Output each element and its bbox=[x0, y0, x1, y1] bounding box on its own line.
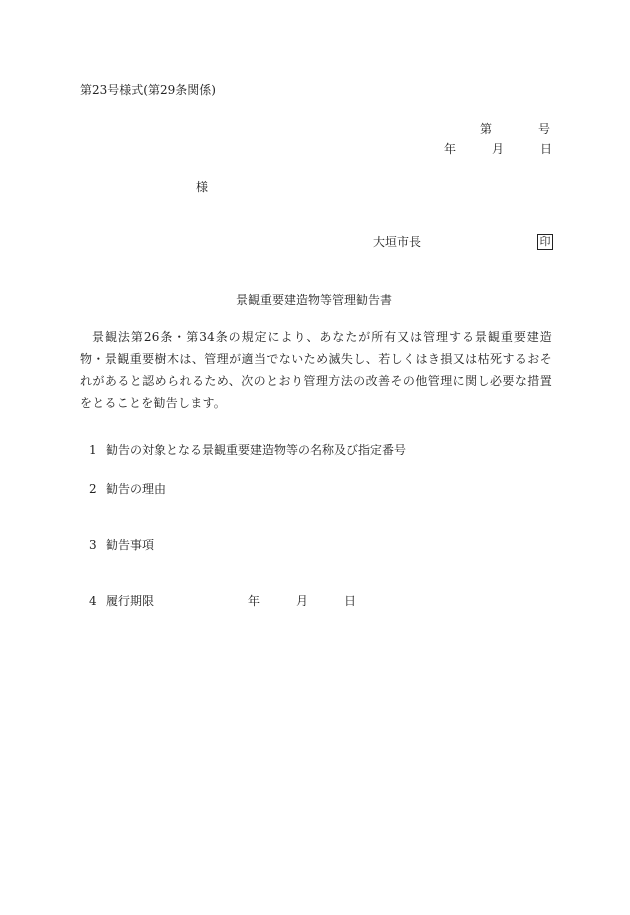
list-item bbox=[89, 539, 154, 551]
form-number-label: 第23号様式(第29条関係) bbox=[80, 83, 216, 97]
item-label: 履行期限 bbox=[106, 594, 155, 608]
list-item bbox=[89, 444, 406, 456]
number-suffix: 号 bbox=[538, 122, 551, 136]
body-paragraph: 景観法第26条・第34条の規定により、あなたが所有又は管理する景観重要建造物・景観重要樹木は、管理が適当でないため滅失し、若しくはき損又は枯死するおそれがあると認められるため、次のとおり管理方法の改善その他管理に関し必要な措置をとることを勧告します。 bbox=[80, 330, 552, 410]
item-label: 勧告の対象となる景観重要建造物等の名称及び指定番号 bbox=[106, 443, 407, 457]
deadline-day: 日 bbox=[344, 594, 357, 608]
document-title: 景観重要建造物等管理勧告書 bbox=[236, 293, 393, 307]
item-number: 3 bbox=[89, 538, 97, 552]
sender-name: 大垣市長 bbox=[373, 235, 422, 249]
item-label: 勧告の理由 bbox=[106, 482, 167, 496]
addressee-suffix: 様 bbox=[196, 180, 209, 194]
issue-date-day: 日 bbox=[540, 142, 553, 156]
list-item bbox=[89, 595, 154, 607]
deadline-month: 月 bbox=[296, 594, 309, 608]
item-label: 勧告事項 bbox=[106, 538, 155, 552]
deadline-year: 年 bbox=[248, 594, 261, 608]
issue-date-month: 月 bbox=[492, 142, 505, 156]
seal-mark: 印 bbox=[537, 234, 553, 250]
item-number: 2 bbox=[89, 482, 97, 496]
issue-date-year: 年 bbox=[444, 142, 457, 156]
number-prefix: 第 bbox=[480, 122, 493, 136]
list-item bbox=[89, 483, 166, 495]
item-number: 4 bbox=[89, 594, 97, 608]
item-number: 1 bbox=[89, 443, 97, 457]
